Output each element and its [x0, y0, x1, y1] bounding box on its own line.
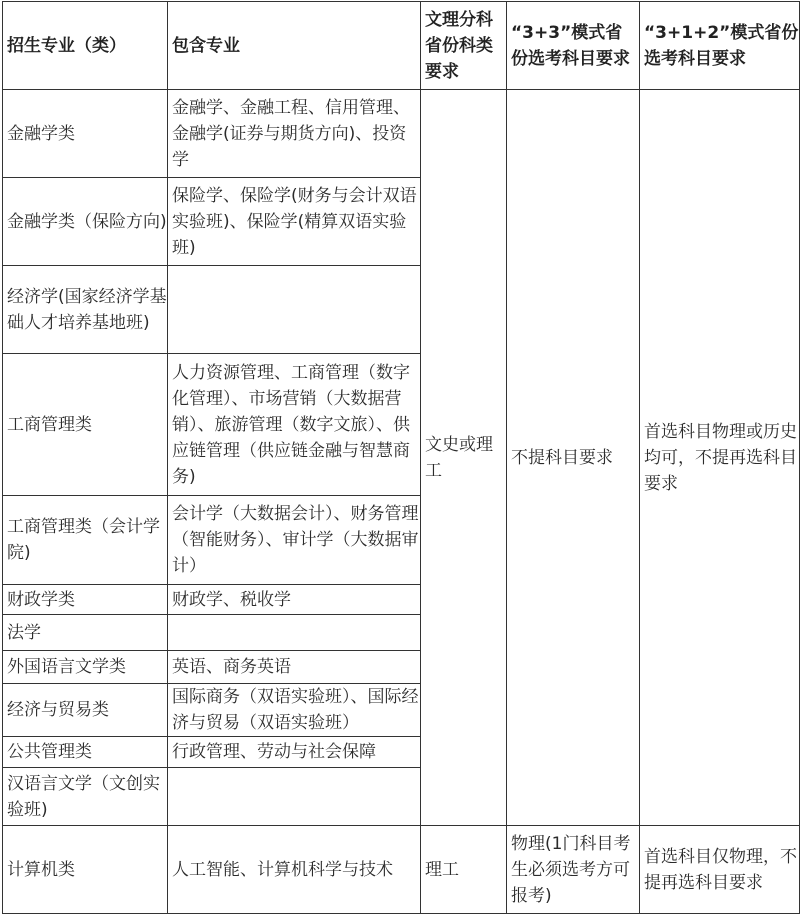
- included-majors-cell: 金融学、金融工程、信用管理、金融学(证券与期货方向)、投资学: [168, 90, 421, 178]
- major-category-cell: 金融学类（保险方向): [3, 178, 168, 266]
- included-majors-cell: [168, 768, 421, 826]
- major-category-cell: 经济与贸易类: [3, 684, 168, 737]
- header-3-1-2-mode-requirement: “3+1+2”模式省份选考科目要求: [640, 2, 800, 90]
- 3-1-2-mode-requirement-cell: 首选科目物理或历史均可，不提再选科目要求: [640, 90, 800, 826]
- arts-science-requirement-cell: 理工: [421, 826, 507, 914]
- included-majors-cell: 英语、商务英语: [168, 651, 421, 684]
- 3-3-mode-requirement-cell: 物理(1门科目考生必须选考方可报考): [507, 826, 640, 914]
- 3-3-mode-requirement-cell: 不提科目要求: [507, 90, 640, 826]
- included-majors-cell: [168, 615, 421, 651]
- included-majors-cell: [168, 266, 421, 354]
- major-category-cell: 工商管理类（会计学院): [3, 496, 168, 585]
- admission-requirements-table: [2, 1, 800, 914]
- included-majors-cell: 保险学、保险学(财务与会计双语实验班)、保险学(精算双语实验班): [168, 178, 421, 266]
- major-category-cell: 外国语言文学类: [3, 651, 168, 684]
- major-category-cell: 工商管理类: [3, 354, 168, 496]
- header-arts-science-requirement: 文理分科省份科类要求: [421, 2, 507, 90]
- major-category-cell: 汉语言文学（文创实验班): [3, 768, 168, 826]
- header-3-3-mode-requirement: “3+3”模式省份选考科目要求: [507, 2, 640, 90]
- included-majors-cell: 会计学（大数据会计）、财务管理（智能财务）、审计学（大数据审计）: [168, 496, 421, 585]
- included-majors-cell: 行政管理、劳动与社会保障: [168, 737, 421, 768]
- major-category-cell: 计算机类: [3, 826, 168, 914]
- header-major-category: 招生专业（类）: [3, 2, 168, 90]
- included-majors-cell: 人工智能、计算机科学与技术: [168, 826, 421, 914]
- arts-science-requirement-cell: 文史或理工: [421, 90, 507, 826]
- included-majors-cell: 国际商务（双语实验班）、国际经济与贸易（双语实验班）: [168, 684, 421, 737]
- table-row: [3, 90, 800, 178]
- header-included-majors: 包含专业: [168, 2, 421, 90]
- included-majors-cell: 财政学、税收学: [168, 585, 421, 615]
- major-category-cell: 金融学类: [3, 90, 168, 178]
- major-category-cell: 法学: [3, 615, 168, 651]
- major-category-cell: 财政学类: [3, 585, 168, 615]
- major-category-cell: 经济学(国家经济学基础人才培养基地班): [3, 266, 168, 354]
- table-row: [3, 826, 800, 914]
- major-category-cell: 公共管理类: [3, 737, 168, 768]
- header-row: [3, 2, 800, 90]
- included-majors-cell: 人力资源管理、工商管理（数字化管理）、市场营销（大数据营销）、旅游管理（数字文旅）、供应链管理（供应链金融与智慧商务): [168, 354, 421, 496]
- 3-1-2-mode-requirement-cell: 首选科目仅物理，不提再选科目要求: [640, 826, 800, 914]
